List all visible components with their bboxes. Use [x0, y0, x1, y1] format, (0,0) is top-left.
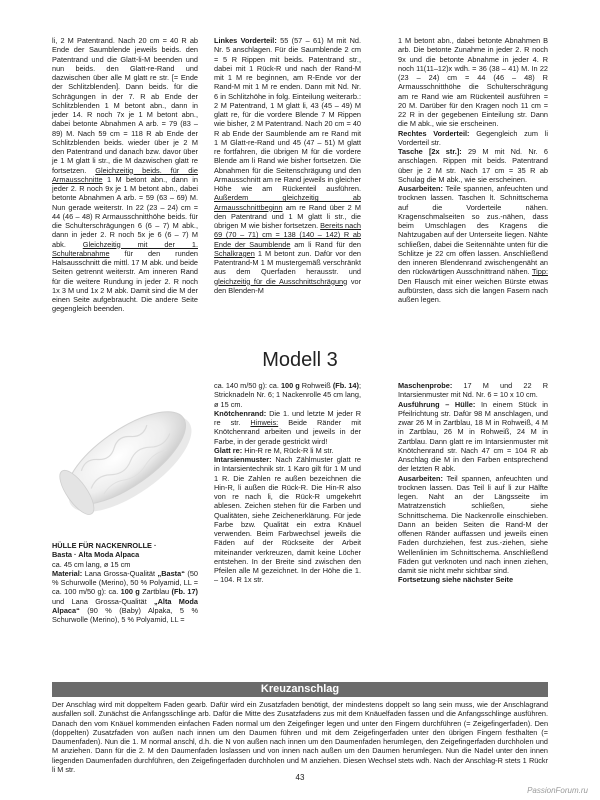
finishing-heading: Ausarbeiten: [398, 184, 443, 193]
intarsia-body: Nach Zählmuster glatt re in Intarsientechnik str. 1 Karo gilt für 1 M und 1 R. Die Zahlen re außen bezeichnen die Hin-R, li außen die Rück-R. Die Hin-R also von re nach li, die Rück-R umgekehrt ablesen. Zeichen stehen für die Farben und Qualitäten, siehe Zeichenerklärung. Für jede Farbe bzw. Qualität ein extra Knäuel verwenden. Beim Farbwechsel jeweils die Fäden auf der Rückseite der Arbeit miteinander verkreuzen, damit keine Löcher entstehen. In der Breite sind zwischen den Pfeilen alle M gezeichnet. In der Höhe die 1. – 104. R 1x str. [214, 455, 361, 585]
finishing2-heading: Ausarbeiten: [398, 473, 443, 483]
execution-heading: Ausführung – Hülle: [398, 399, 476, 409]
section-title: Modell 3 [262, 349, 338, 371]
pocket-body: 29 M mit Nd. Nr. 6 anschlagen. Rippen mit beids. Patentrand über je 2 M str. Nach 17 cm = 35 R ab Schulag die M abk., wie sie erscheinen. [398, 147, 548, 184]
col2-text-1: 55 (57 – 61) M mit Nd. Nr. 5 anschlagen. Für die Saumblende 2 cm = 5 R Rippen mit beids. Patentrand str., dabei mit 1 Rück-R und nach der Rand-M mit 1 M re beginnen, am R-Ende vor der Rand-M mit 1 M re enden. Dann mit Nd. Nr. 6 in Schlitzhöhe in folg. Einteilung weiterarb.: 2 M Patentrand, 1 M glatt li, 43 (45 – 49) M glatt re, für die vordere Blende 7 M Rippen wie bisher, 2 M Patentrand. Nach 20 cm = 40 R ab Ende der Saumblende am re Rand mit 1 M Glatt-re-Rand und 45 (47 – 51) M glatt re fortfahren, die übrigen M für die vordere Blende am li Rand wie bisher fortsetzen. Die Abnahmen für die Seitenschrägung und den Armausschnitt am re Rand jeweils in gleicher Höhe wie am Rückenteil ausführen. [214, 36, 361, 193]
amount-2: 100 g [280, 381, 300, 390]
col1-highlight-shoulder: Gleichzeitig mit der 1. Schulterabnahme [52, 239, 198, 258]
col1-highlight-armhole: Gleichzeitig beids. für die Armausschnitte [52, 165, 198, 184]
m2-text-2: Rohweiß [301, 381, 331, 390]
knot-edge-heading: Knötchenrand: [214, 408, 267, 418]
col1-text-a: li, 2 M Patentrand. Nach 20 cm = 40 R ab Ende der Saumblende jeweils beids. den Patentrand und die Glatt-li-M beenden und nun beids. den Glatt-re-Rand und dazwischen über alle M glatt re str. [= Ende der Schlitzblenden]. Dann beids. für die Schrägungen in der 7. R ab Ende der Schlitzblenden 1 M betont abn., dann in jeder 14. R noch 7x je 1 M betont abn., dabei betonte Abnahmen A arb. = 79 (83 – 89) M. Nach 59 cm = 118 R ab Ende der Schlitzblenden beids. wieder über je 2 M den Patentrand und danach bzw. davor über je 1 M glatt li str., die M dazwischen glatt re fortsetzen. [52, 36, 198, 175]
m2-text-1: ca. 140 m/50 g): ca. [214, 381, 279, 390]
material-text-3: Zartblau [142, 587, 170, 597]
m2-text-3: ; Stricknadeln Nr. 6; 1 Nackenrolle 45 cm lang, ø 15 cm. [214, 381, 361, 409]
col2-text-2: am re Rand über 2 M den Patentrand und 1 M glatt li str., die übrigen M wie bisher fortsetzen. [214, 202, 361, 230]
banner-title: Kreuzanschlag [260, 683, 340, 695]
col2-text-5: vor den Blenden-M [214, 276, 362, 295]
stockinette-body: Hin-R re M, Rück-R li M str. [244, 445, 334, 455]
right-front-body: Gegengleich zum li Vorderteil str. [398, 128, 548, 147]
color-ref-1: (Fb. 17) [171, 587, 198, 597]
left-front-heading: Linkes Vorderteil: [214, 36, 277, 45]
continued-note: Fortsetzung siehe nächster Seite [398, 575, 514, 585]
finishing-body: Teile spannen, anfeuchten und trocknen lassen. Taschen lt. Schnittschema auf die Vorderteile nähen. Kragenschmalseiten so zus.-nähen, dass beim Umschlagen des Kragens die Nahtzugaben auf der Unterseite liegen. Nähte schließen, dabei die Seitennähte unten für die Schlitze je 22 cm offen lassen. Anschließend den inneren Blendenrand zwischengenäht an den rückwärtigen Ausschnittrand nähen. [398, 184, 548, 277]
col2-highlight-2: Bereits nach 69 (70 – 71) cm = 138 (140 – 142) R ab Ende der Saumblende [214, 221, 361, 249]
kreuzanschlag-banner [52, 682, 548, 697]
material-label: Material: [52, 568, 83, 578]
gauge-heading: Maschenprobe: [398, 381, 453, 390]
yarn-basta: „Basta“ [157, 568, 185, 578]
col2-text-3: am li Rand für den [294, 239, 361, 249]
col2-text-4: 1 M betont zun. Dafür vor den Patentrand-M 1 M mustergemäß verschränkt aus dem Querfaden herausstr. und [214, 248, 362, 277]
col1-text-c: für den runden Halsausschnitt die mittl. 17 M abk. und beide Seiten getrennt weiterstr. Am inneren Rand für die weitere Rundung in jeder 2. R noch 1x 3 M und 1x 2 M abk. Damit sind die M der einen Seite aufgebraucht. Die andere Seite gegengleich beenden. [52, 248, 198, 314]
material-text-5: (90 % (Baby) Alpaka, 5 % Schurwolle (Merino), 5 % Polyamid, LL = [52, 605, 198, 624]
column-2 [214, 36, 361, 295]
intarsia-heading: Intarsienmuster: [214, 455, 272, 464]
col1-text-b: 1 M betont abn., dann in jeder 2. R noch 9x je 1 M betont abn., dabei betonte Abnahmen A arb. = 59 (63 – 69) M. Nun gerade weiterstr. In 22 (23 – 24) cm = 44 (46 – 48) R Armausschnitthöhe beids. für die Schulterschrägungen 6 (6 – 7) M abk., dann in jeder 2. R noch 5x je 6 (6 – 7) M abk. [52, 174, 198, 249]
page-number: 43 [295, 773, 305, 782]
col3-text-1: 1 M betont abn., dabei betonte Abnahmen B arb. Die betonte Zunahme in jeder 2. R noch 9x und die betonte Abnahme in jeder 4. R noch 11(11–12)x wdh. = 36 (38 – 41) M. In 22 (23 – 24) cm = 44 (46 – 48) R Armausschnitthöhe die Schulterschrägung am re Rand wie am Rückenteil ausführen = 20 M. Darüber für den Kragen noch 11 cm = 22 R in der gegebenen Einteilung str. Dann die M abk., wie sie erscheinen. [398, 36, 548, 129]
hint-label: Hinweis: [250, 418, 279, 427]
column-1 [52, 36, 198, 314]
execution-body: In einem Stück in Pfeilrichtung str. Dafür 98 M anschlagen, und zwar 26 M in Zartblau, 18 M in Rohweiß, 4 M in Zartblau, 26 M in Rohweiß, 24 M in Zartblau. Dann glatt re im Intarsienmuster mit Knötchenrand str. Nach 47 cm = 104 R ab Anschlag die M in den Farben entsprechend der letzten R abk. [398, 399, 549, 474]
material-text-4: und Lana Grossa-Qualität [52, 596, 147, 606]
col2-highlight-3: Schalkragen [214, 248, 255, 258]
neck-roll-pillow-image [52, 383, 200, 533]
kreuzanschlag-text: Der Anschlag wird mit doppeltem Faden gearb. Dafür wird ein Zusatzfaden benötigt, der mindestens doppelt so lang sein muss, wie der Anschlagrand ausfallen soll. Zunächst die Anfangsschlinge arb. Dafür die Mitte des Zusatzfadens zus mit dem Knäuelfaden fassen und die Anfangsschlinge ausführen. Danach den vom Knäuel kommenden einfachen Faden normal um den Zeigefinger legen und unter den Fingern durchführen (= Zeigefingerfaden). Den (doppelten) Zusatzfaden von außen nach innen um den Daumen führen und mit dem Zeigefingerfaden unter den übrigen Fingern festhalten (= Daumenfaden). Nun die 1. M normal anschl, d.h. die N von außen nach innen um den Daumenfaden herumlegen, den Zeigefingerfaden durchholen und M anziehen. Dann für die 2. M den Daumenfaden loslassen und von innen nach außen um den Daumen herumlegen. Nun die Nadel unter den innen liegenden Daumenfaden durchführen, den Zeigefingerfaden durchholen und M anziehen. Diesen Wechsel stets wdh. Nach der Anschlag-R stets 1 Rückr li M str. [52, 700, 548, 775]
hint-body: Beide Ränder mit Knötchenrand arbeiten und jeweils in der Farbe, in der gerade gestrickt wird! [214, 418, 361, 446]
stockinette-heading: Glatt re: [214, 445, 243, 455]
pillow-material-block [52, 541, 198, 624]
gauge-body: 17 M und 22 R Intarsienmuster mit Nd. Nr. 6 = 10 x 10 cm. [398, 381, 548, 400]
color-ref-2: (Fb. 14) [332, 381, 359, 390]
col2-highlight-1: Außerdem gleichzeitig ab Armausschnittbeginn [214, 193, 361, 212]
tip-text: Den Flausch mit einer weichen Bürste etwas aufbürsten, dass sich die langen Fasern nach außen legen. [398, 276, 548, 304]
modell3-column-3 [398, 381, 548, 585]
pillow-heading: HÜLLE FÜR NACKENROLLE · [52, 541, 157, 550]
modell3-column-2 [214, 381, 361, 585]
watermark: PassionForum.ru [527, 786, 588, 795]
column-3 [398, 36, 548, 304]
finishing2-body: Teil spannen, anfeuchten und trocknen lassen. Das Teil li auf li zur Hälfte legen. Naht an der Längsseite im Matratzenstich schließen, siehe Schnittschema. Die Nackenrolle einschieben. Dann an beiden Seiten die Rand-M der offenen Ränder auffassen und jeweils einen Faden durchziehen, fest zus.-ziehen, siehe Wellenlinien im Schnittschema. Anschließend Fäden gut verknoten und nach innen ziehen, damit sie nicht mehr sichtbar sind. [398, 473, 548, 575]
tip-label: Tipp: [531, 267, 548, 277]
pocket-heading: Tasche [2x str.]: [398, 147, 462, 156]
pillow-size: ca. 45 cm lang, ø 15 cm [52, 559, 131, 569]
col2-highlight-4: gleichzeitig für die Ausschnittschrägung [214, 276, 348, 286]
knot-edge-body: Die 1. und letzte M jeder R re str. [214, 408, 361, 427]
pillow-subtitle: Basta · Alta Moda Alpaca [52, 550, 140, 560]
amount-1: 100 g [120, 587, 140, 597]
right-front-heading: Rechtes Vorderteil: [398, 128, 470, 138]
yarn-alta-moda: „Alta Moda Alpaca“ [52, 596, 198, 615]
material-text-2: (50 % Schurwolle (Merino), 50 % Polyamid, LL = ca. 100 m/50 g): ca. [52, 568, 199, 597]
material-text-1: Lana Grossa-Qualität [84, 568, 155, 578]
